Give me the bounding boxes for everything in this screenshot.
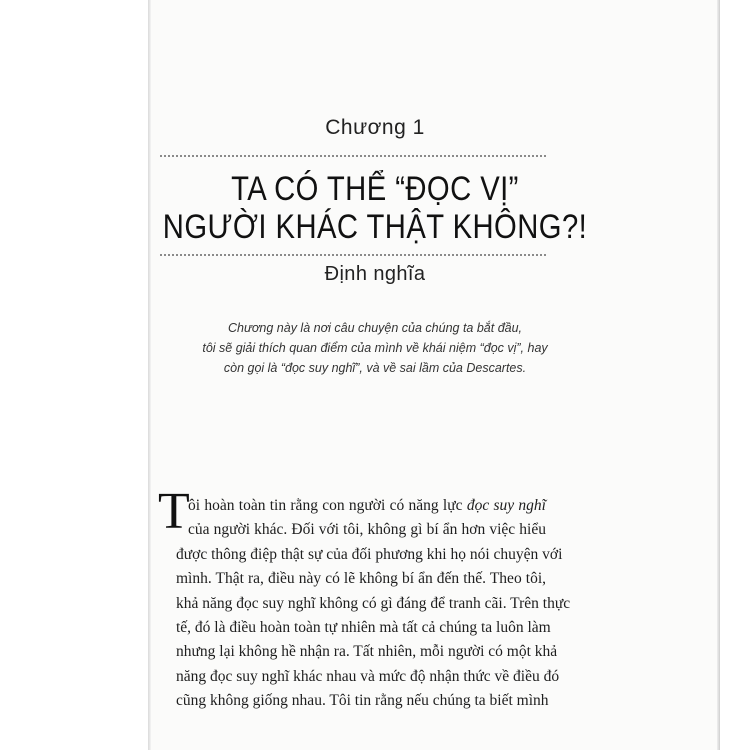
body-line: mình. Thật ra, điều này có lẽ không bí ẩn đến thế. Theo tôi, <box>176 570 546 588</box>
chapter-subtitle: Định nghĩa <box>324 263 426 285</box>
bottom-divider <box>160 254 546 256</box>
top-divider <box>160 155 546 157</box>
chapter-title-line-2: NGƯỜI KHÁC THẬT KHÔNG?! <box>162 208 588 246</box>
body-line: năng đọc suy nghĩ khác nhau và mức độ nhận thức về điều đó <box>176 667 560 685</box>
body-line: được thông điệp thật sự của đối phương khi họ nói chuyện với <box>176 545 563 563</box>
body-line: tế, đó là điều hoàn toàn tự nhiên mà tất cả chúng ta luôn làm <box>176 619 551 637</box>
body-line-text: ôi hoàn toàn tin rằng con người có năng lực <box>188 497 467 514</box>
drop-cap: T <box>158 483 190 540</box>
chapter-intro <box>0 318 750 378</box>
emphasis-text: đọc suy nghĩ <box>466 497 546 514</box>
chapter-title-line-1: TA CÓ THỂ “ĐỌC VỊ” <box>231 170 519 208</box>
body-line <box>176 494 546 518</box>
body-line: của người khác. Đối với tôi, không gì bí ẩn hơn việc hiểu <box>188 521 546 539</box>
chapter-label: Chương 1 <box>325 116 425 139</box>
intro-line: Chương này là nơi câu chuyện của chúng ta bắt đầu, <box>227 321 523 335</box>
intro-line: còn gọi là “đọc suy nghĩ”, và về sai lầm của Descartes. <box>223 361 527 375</box>
body-paragraph <box>176 494 571 714</box>
intro-line: tôi sẽ giải thích quan điểm của mình về khái niệm “đọc vị”, hay <box>202 341 548 355</box>
body-line: cũng không giống nhau. Tôi tin rằng nếu chúng ta biết mình <box>176 692 549 710</box>
body-line: khả năng đọc suy nghĩ không có gì đáng để tranh cãi. Trên thực <box>176 594 571 612</box>
body-line: nhưng lại không hề nhận ra. Tất nhiên, mỗi người có một khả <box>176 643 558 661</box>
